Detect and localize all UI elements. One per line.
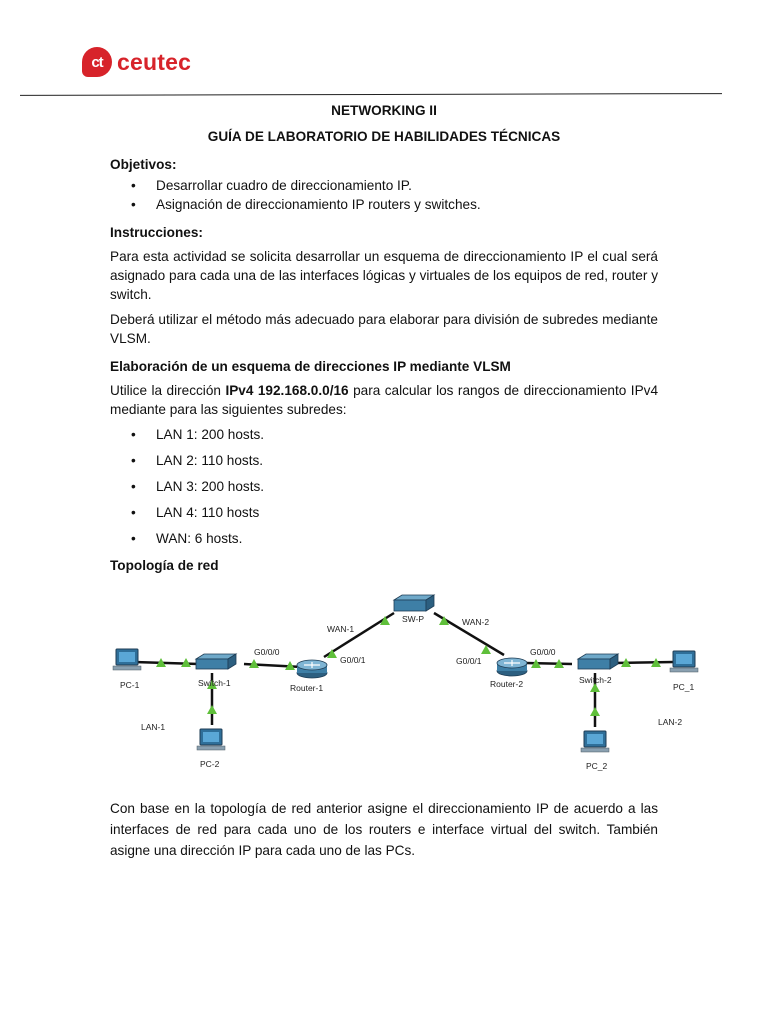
closing-paragraph: Con base en la topología de red anterior asigne el direccionamiento IP de acuerdo a las interfaces de red para cada uno de los routers e interface virtual del switch. También asigne una dirección IP para cada uno de las PCs. xyxy=(110,801,658,858)
list-item: • WAN: 6 hosts. xyxy=(110,529,658,548)
label-pc_2: PC_2 xyxy=(586,761,608,771)
objectives-list xyxy=(110,176,658,214)
network-topology-diagram xyxy=(104,585,704,785)
pc_1-computer-icon xyxy=(670,651,698,672)
list-item: • Asignación de direccionamiento IP routers y switches. xyxy=(110,195,658,214)
label-pc_1: PC_1 xyxy=(673,682,695,692)
instructions-paragraph-1: Para esta actividad se solicita desarrollar un esquema de direccionamiento IP el cual será asignado para cada una de las interfaces lógicas y virtuales de los equipos de red, router y switch. xyxy=(110,249,658,302)
ceutec-logo xyxy=(82,42,191,82)
link-up-arrow xyxy=(590,707,600,716)
pc-2-computer-icon xyxy=(197,729,225,750)
label-lan-2: LAN-2 xyxy=(658,717,683,727)
label-g0-0-0-left: G0/0/0 xyxy=(254,647,280,657)
router-1-icon xyxy=(297,660,327,678)
label-pc-1: PC-1 xyxy=(120,680,140,690)
label-switch-2: Switch-2 xyxy=(579,675,612,685)
switch-1-icon xyxy=(196,654,236,669)
link-pc1-switch1 xyxy=(134,662,199,664)
header-rule xyxy=(20,93,722,96)
document-body xyxy=(110,99,658,575)
label-g0-0-1-left: G0/0/1 xyxy=(340,655,366,665)
instructions-heading: Instrucciones: xyxy=(110,225,203,240)
label-pc-2: PC-2 xyxy=(200,759,220,769)
link-up-arrow xyxy=(207,705,217,714)
label-sw-p: SW-P xyxy=(402,614,425,624)
logo-mark: ct xyxy=(82,47,112,77)
sw-p-switch-icon xyxy=(394,595,434,611)
base-address: IPv4 192.168.0.0/16 xyxy=(225,383,349,398)
scheme-text-before: Utilice la dirección xyxy=(110,383,221,398)
doc-title: NETWORKING II xyxy=(331,103,437,118)
label-router-1: Router-1 xyxy=(290,683,324,693)
list-item: • LAN 3: 200 hosts. xyxy=(110,477,658,496)
pc-1-computer-icon xyxy=(113,649,141,670)
list-item: • Desarrollar cuadro de direccionamiento IP. xyxy=(110,176,658,195)
scheme-paragraph xyxy=(110,381,658,419)
link-switch2-pc1 xyxy=(614,662,674,663)
topology-heading: Topología de red xyxy=(110,558,219,573)
scheme-text-after: para calcular los rangos de direccionamiento IPv4 mediante para las siguientes subredes: xyxy=(110,383,659,417)
label-g0-0-0-right: G0/0/0 xyxy=(530,647,556,657)
instructions-paragraph-2: Deberá utilizar el método más adecuado para elaborar para división de subredes mediante VLSM. xyxy=(110,312,658,346)
logo-text: ceutec xyxy=(117,48,192,75)
scheme-heading: Elaboración de un esquema de direcciones IP mediante VLSM xyxy=(110,359,511,374)
router-2-icon xyxy=(497,658,527,676)
switch-2-icon xyxy=(578,654,618,669)
label-switch-1: Switch-1 xyxy=(198,678,231,688)
links xyxy=(134,613,674,727)
link-router2-switch2 xyxy=(526,663,572,664)
objectives-heading: Objetivos: xyxy=(110,157,177,172)
list-item: • LAN 1: 200 hosts. xyxy=(110,425,658,444)
label-wan-1: WAN-1 xyxy=(327,624,355,634)
doc-subtitle: GUÍA DE LABORATORIO DE HABILIDADES TÉCNICAS xyxy=(207,129,561,144)
label-lan-1: LAN-1 xyxy=(141,722,166,732)
label-router-2: Router-2 xyxy=(490,679,524,689)
list-item: • LAN 2: 110 hosts. xyxy=(110,451,658,470)
label-g0-0-1-right: G0/0/1 xyxy=(456,656,482,666)
label-wan-2: WAN-2 xyxy=(462,617,490,627)
subnet-list xyxy=(110,425,658,548)
pc_2-computer-icon xyxy=(581,731,609,752)
list-item: • LAN 4: 110 hosts xyxy=(110,503,658,522)
